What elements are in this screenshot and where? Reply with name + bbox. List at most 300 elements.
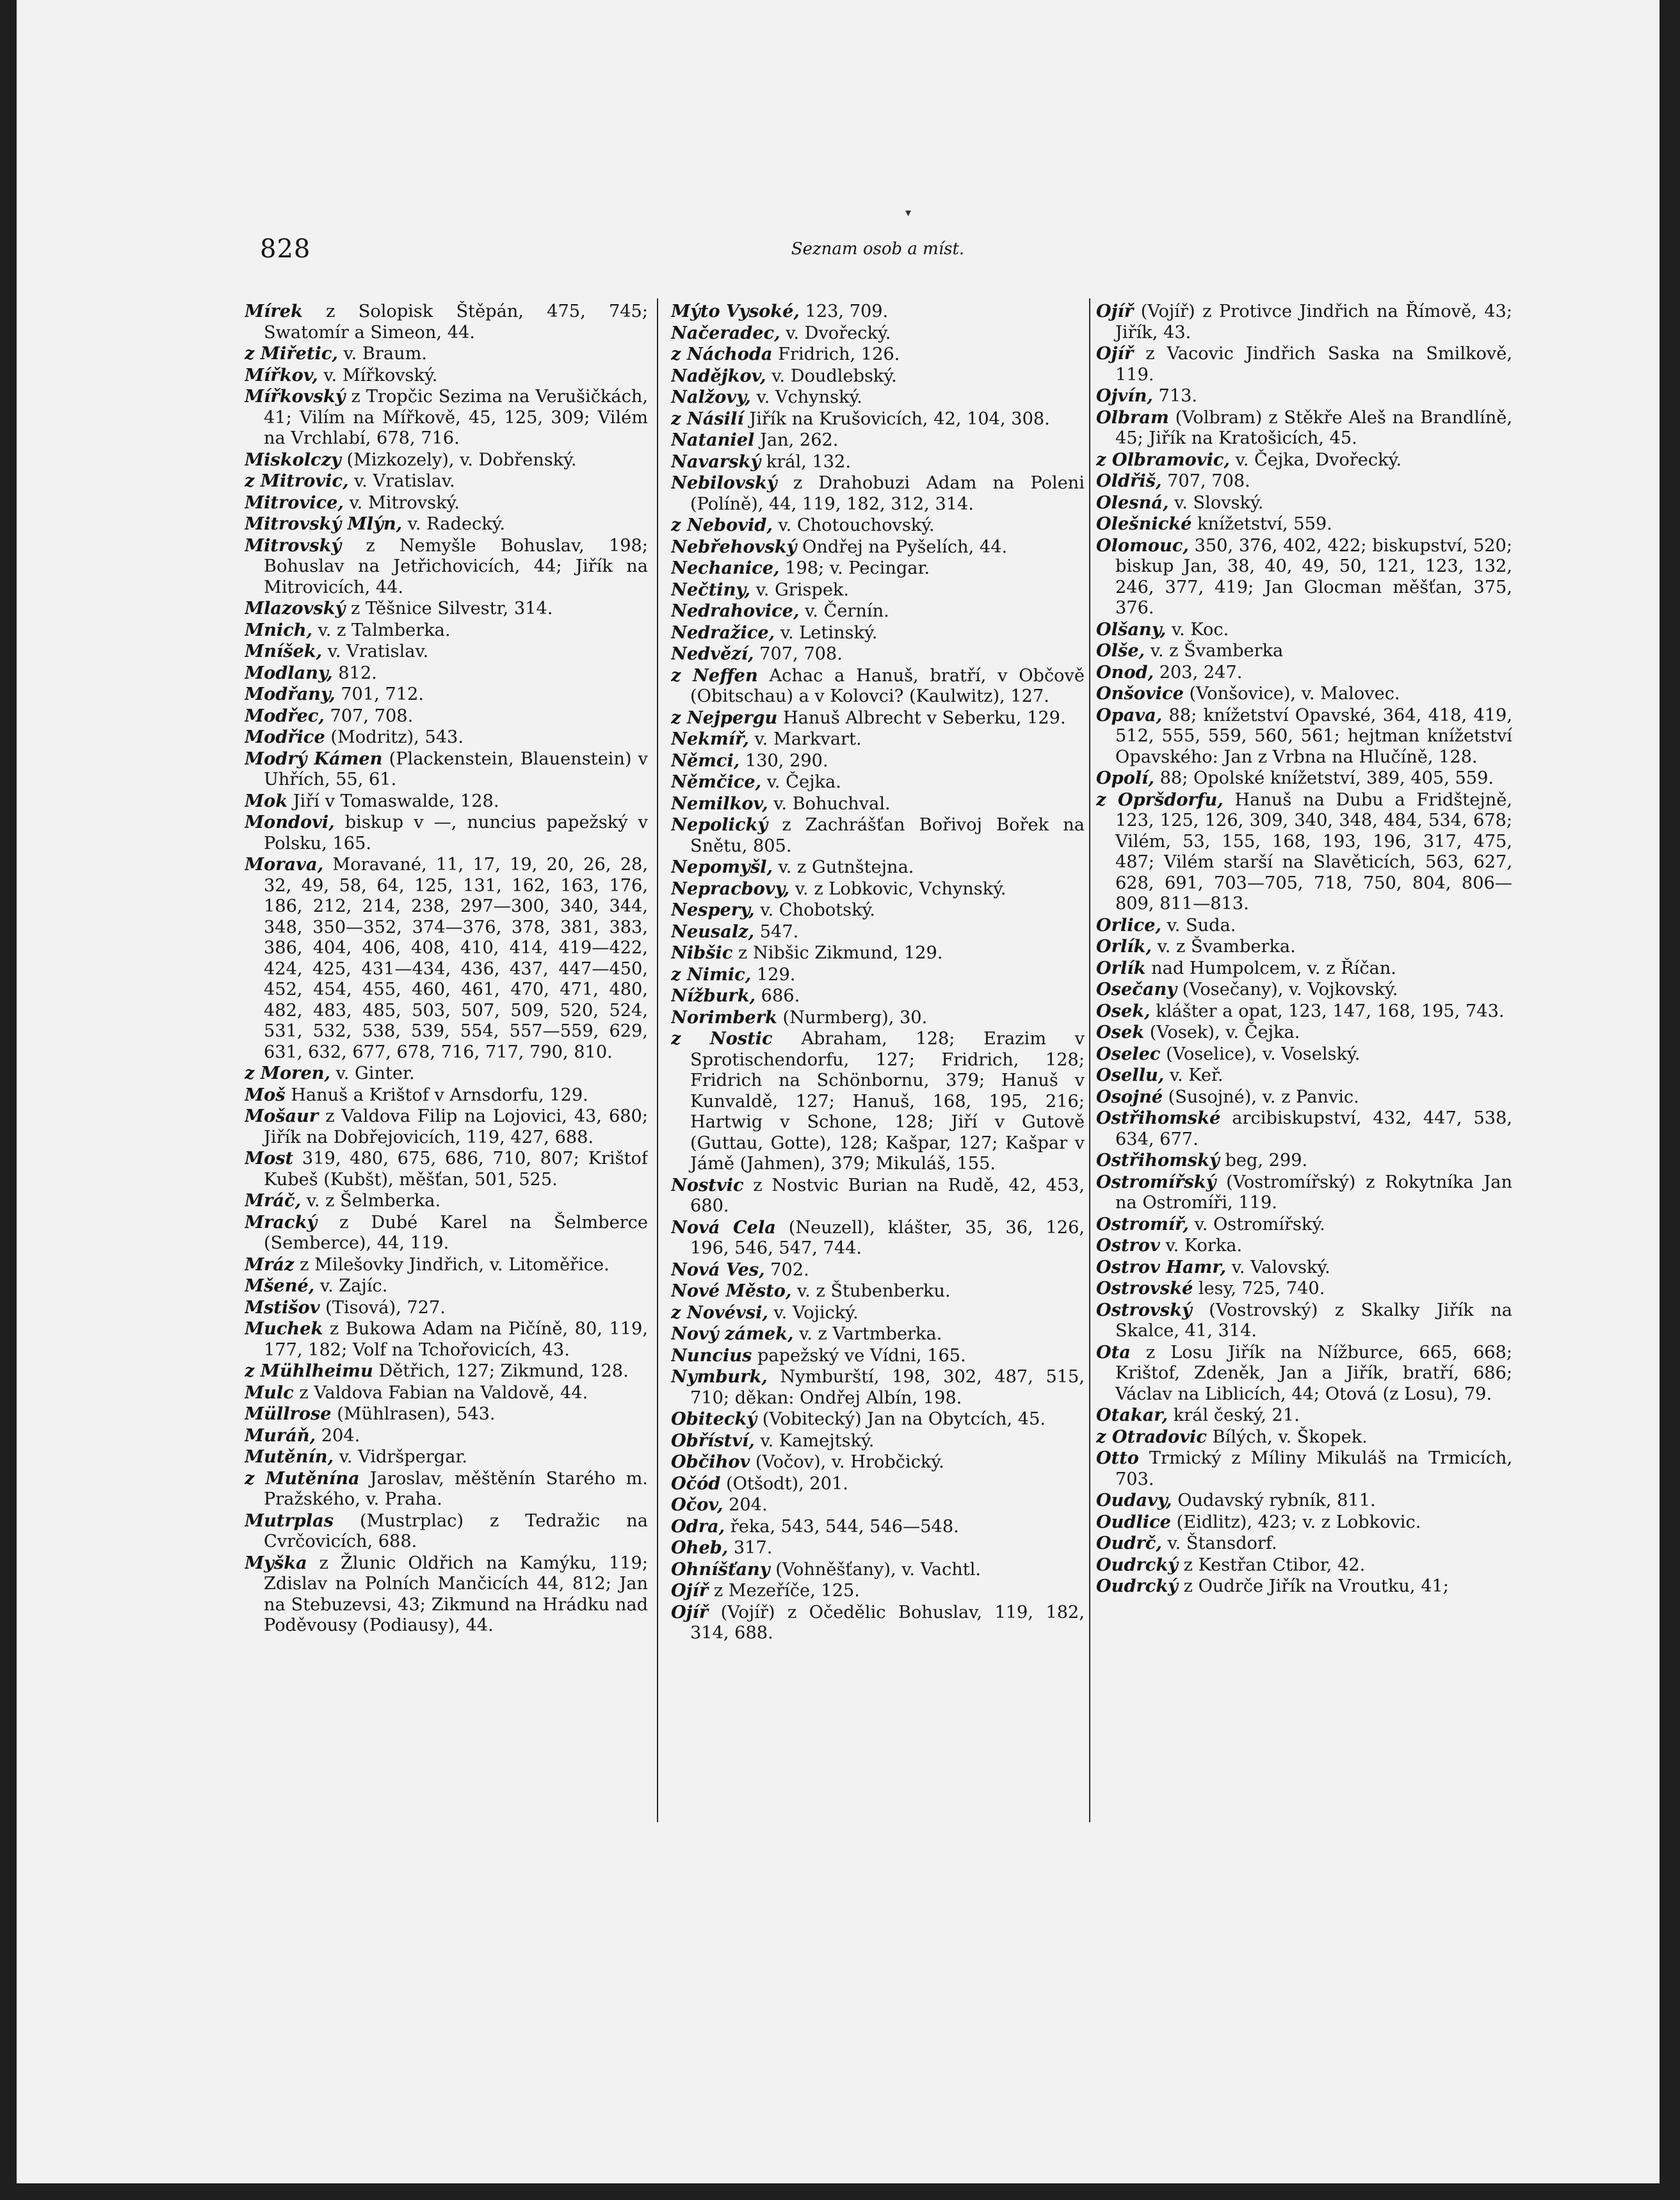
entry-text: v. Vidršpergar. — [334, 1447, 468, 1467]
entry-text: v. Vratislav. — [322, 642, 429, 661]
entry-headword: Olše, — [1096, 640, 1145, 661]
index-entry — [245, 1297, 648, 1319]
entry-text: klášter a opat, 123, 147, 168, 195, 743. — [1150, 1001, 1505, 1021]
entry-headword: Opolí, — [1096, 768, 1154, 788]
entry-headword: Navarský — [671, 451, 761, 472]
entry-headword: Nepracbovy, — [671, 878, 790, 899]
entry-headword: Oselec — [1096, 1043, 1161, 1064]
entry-headword: Mírek — [245, 301, 303, 321]
entry-text: z Kestřan Ctibor, 42. — [1177, 1555, 1366, 1575]
entry-headword: z Olbramovic, — [1096, 449, 1230, 470]
entry-text: v. Korka. — [1159, 1236, 1243, 1256]
entry-headword: Olomouc, — [1096, 535, 1189, 556]
page-number: 828 — [260, 234, 311, 264]
index-entry — [1096, 619, 1512, 641]
entry-headword: Orlice, — [1096, 914, 1161, 935]
entry-headword: Orlík, — [1096, 936, 1152, 957]
index-entry — [671, 1217, 1085, 1259]
entry-text: Hanuš Albrecht v Seberku, 129. — [777, 708, 1066, 728]
entry-headword: Mníšek, — [245, 641, 323, 661]
entry-text: arcibiskupství, 432, 447, 538, 634, 677. — [1115, 1108, 1512, 1149]
entry-headword: Nedrahovice, — [671, 601, 800, 621]
index-entry — [1096, 1087, 1512, 1108]
index-entry — [245, 812, 648, 854]
entry-headword: z Moren, — [245, 1063, 330, 1083]
entry-headword: Mitrovský Mlýn, — [245, 514, 403, 534]
entry-text: v. Chobotský. — [754, 900, 876, 920]
entry-headword: Ojvín, — [1096, 385, 1153, 406]
entry-text: beg, 299. — [1219, 1151, 1308, 1170]
entry-headword: Olšany, — [1096, 619, 1167, 640]
index-entry — [671, 900, 1085, 921]
index-entry — [671, 857, 1085, 878]
entry-headword: Ostromířský — [1096, 1171, 1216, 1192]
entry-headword: Ohníšťany — [671, 1558, 770, 1580]
index-entry — [1096, 1065, 1512, 1087]
entry-headword: Ostrovský — [1096, 1299, 1192, 1320]
entry-headword: Mráč, — [245, 1190, 302, 1211]
entry-headword: Osek, — [1096, 1000, 1151, 1021]
index-entry — [671, 793, 1085, 815]
entry-text: v. Chotouchovský. — [772, 515, 935, 535]
index-entry — [671, 1473, 1085, 1495]
entry-text: (Mizkozely), v. Dobřenský. — [341, 449, 577, 470]
entry-headword: Morava, — [245, 854, 324, 875]
entry-text: v. Grispek. — [750, 579, 850, 600]
entry-text: v. z Vartmberka. — [793, 1324, 942, 1344]
entry-text: z Vacovic Jindřich Saska na Smilkově, 119. — [1115, 344, 1512, 385]
index-entry — [1096, 1576, 1512, 1597]
entry-text: v. Vchynský. — [750, 387, 862, 407]
entry-text: papežský ve Vídni, 165. — [752, 1345, 966, 1366]
entry-headword: Onšovice — [1096, 683, 1184, 704]
entry-text: (Susojné), v. z Panvic. — [1163, 1087, 1359, 1107]
entry-text: v. z Lobkovic, Vchynský. — [789, 878, 1006, 899]
entry-headword: Ostrovské — [1096, 1278, 1193, 1298]
entry-headword: z Mitrovic, — [245, 471, 349, 491]
index-entry — [245, 386, 648, 449]
index-entry — [1096, 343, 1512, 385]
entry-text: Nymburští, 198, 302, 487, 515, 710; děkan: Ondřej Albín, 198. — [690, 1367, 1085, 1408]
index-entry — [1096, 958, 1512, 980]
index-entry — [1096, 936, 1512, 958]
index-entry — [1096, 979, 1512, 1001]
entry-headword: Mstišov — [245, 1297, 320, 1318]
entry-headword: Nostvic — [671, 1174, 744, 1195]
entry-headword: Ostrov — [1096, 1235, 1160, 1256]
index-entry — [671, 1028, 1085, 1175]
index-entry — [671, 1323, 1085, 1345]
entry-text: (Tisová), 727. — [319, 1297, 446, 1318]
entry-headword: Mutrplas — [245, 1510, 334, 1531]
entry-text: (Voselice), v. Voselský. — [1160, 1044, 1361, 1064]
index-entry — [671, 387, 1085, 408]
running-title: Seznam osob a míst. — [791, 239, 965, 259]
entry-headword: Osek — [1096, 1022, 1145, 1042]
index-entry — [671, 601, 1085, 622]
index-entry — [245, 663, 648, 684]
entry-text: z Valdova Fabian na Valdově, 44. — [293, 1382, 588, 1403]
entry-text: z Žlunic Oldřich na Kamýku, 119; Zdislav na Polních Mančicích 44, 812; Jan na Stebuzevsi, 43; Zikmund na Hrádku nad Poděvousy (Podiausy), 44. — [264, 1553, 648, 1635]
entry-headword: Oudrcký — [1096, 1576, 1178, 1596]
entry-text: Hanuš na Dubu a Fridštejně, 123, 125, 126, 309, 340, 348, 484, 534, 678; Vilém, 53, 155, 168, 193, 196, 317, 475, 487; Vilém starší na Slavěticích, 563, 627, 628, 691, 703—705, 718, 750, 804, 806—809, 811—813. — [1115, 789, 1512, 914]
entry-headword: Mracký — [245, 1211, 318, 1233]
entry-headword: Oudavy, — [1096, 1490, 1172, 1510]
entry-text: z Nemyšle Bohuslav, 198; Bohuslav na Jetřichovicích, 44; Jiřík na Mitrovicích, 44. — [264, 535, 648, 597]
entry-text: z Tropčic Sezima na Verušičkách, 41; Vilím na Mířkově, 45, 125, 309; Vilém na Vrchlabí, 678, 716. — [264, 387, 648, 448]
index-entry — [245, 1446, 648, 1468]
entry-text: (Vostrovský) z Skalky Jiřík na Skalce, 41, 314. — [1115, 1300, 1512, 1341]
index-entry — [671, 344, 1085, 366]
entry-text: Hanuš a Krištof v Arnsdorfu, 129. — [285, 1085, 588, 1105]
index-entry — [671, 1007, 1085, 1029]
entry-text: v. z Talmberka. — [312, 620, 451, 640]
entry-text: Jan, 262. — [754, 430, 839, 450]
entry-headword: Nataniel — [671, 430, 755, 450]
entry-headword: z Novévsi, — [671, 1302, 768, 1323]
entry-text: Ondřej na Pyšelích, 44. — [796, 537, 1008, 557]
entry-text: v. Bohuchval. — [768, 793, 891, 814]
entry-text: v. Ginter. — [330, 1064, 415, 1083]
entry-headword: Onod, — [1096, 661, 1154, 683]
index-entry — [1096, 385, 1512, 407]
entry-text: v. Mířkovský. — [318, 365, 438, 385]
entry-text: v. Mitrovský. — [343, 492, 460, 513]
entry-headword: Miskolczy — [245, 449, 341, 470]
entry-text: 129. — [751, 964, 796, 985]
index-entry — [671, 1559, 1085, 1581]
entry-text: z Dubé Karel na Šelmberce (Semberce), 44, 119. — [264, 1212, 648, 1253]
entry-text: 547. — [754, 921, 799, 942]
entry-text: (Vohněšťany), v. Vachtl. — [770, 1559, 981, 1580]
entry-text: 812. — [332, 663, 377, 683]
entry-text: nad Humpolcem, v. z Říčan. — [1145, 958, 1396, 978]
index-entry — [671, 451, 1085, 473]
entry-text: v. Ostromířský. — [1188, 1214, 1325, 1234]
entry-text: 203, 247. — [1154, 662, 1243, 683]
index-entry — [671, 366, 1085, 387]
entry-headword: Mráz — [245, 1254, 295, 1275]
index-entry — [671, 1259, 1085, 1281]
index-entry — [245, 791, 648, 813]
index-entry — [245, 684, 648, 706]
entry-text: v. z Štubenberku. — [791, 1281, 951, 1301]
index-entry — [671, 1516, 1085, 1538]
index-entry — [245, 1468, 648, 1510]
index-entry — [1096, 1448, 1512, 1490]
entry-headword: z Opršdorfu, — [1096, 789, 1224, 810]
entry-text: z Oudrče Jiřík na Vroutku, 41; — [1177, 1576, 1449, 1596]
entry-headword: Mlazovský — [245, 598, 346, 619]
entry-headword: Mok — [245, 790, 288, 811]
entry-text: v. Markvart. — [748, 729, 862, 749]
entry-headword: Oudlice — [1096, 1511, 1171, 1532]
entry-text: Jiřík na Krušovicích, 42, 104, 308. — [743, 408, 1050, 429]
index-entry — [245, 1403, 648, 1425]
entry-headword: Otto — [1096, 1448, 1139, 1468]
entry-headword: Myška — [245, 1552, 307, 1573]
entry-headword: Nepolický — [671, 814, 768, 835]
entry-headword: z Násilí — [671, 408, 744, 429]
index-entry — [1096, 1235, 1512, 1257]
entry-text: Moravané, 11, 17, 19, 20, 26, 28, 32, 49, 58, 64, 125, 131, 162, 163, 176, 186, 212, 214, 238, 297—300, 340, 344, 348, 350—352, 374—376, 378, 381, 383, 386, 404, 406, 408, 410, 414, 419—422, 424, 425, 431—434, 436, 437, 447—450, 452, 454, 455, 460, 461, 470, 471, 480, 482, 483, 485, 503, 507, 509, 520, 524, 531, 532, 538, 539, 554, 557—559, 629, 631, 632, 677, 678, 716, 717, 790, 810. — [264, 855, 648, 1062]
entry-headword: Nekmíř, — [671, 729, 749, 749]
entry-text: 686. — [755, 986, 800, 1006]
index-entry — [1096, 1300, 1512, 1342]
entry-headword: Mošaur — [245, 1106, 319, 1126]
index-entry — [671, 1580, 1085, 1602]
index-entry — [1096, 1044, 1512, 1065]
entry-text: v. Suda. — [1161, 915, 1236, 935]
index-entry — [1096, 640, 1512, 662]
index-entry — [671, 772, 1085, 793]
index-entry — [671, 942, 1085, 964]
entry-headword: Odra, — [671, 1516, 725, 1537]
entry-headword: z Miřetic, — [245, 343, 338, 364]
index-entry — [245, 1106, 648, 1148]
index-entry — [671, 985, 1085, 1007]
entry-headword: Oldřiš, — [1096, 471, 1162, 491]
entry-text: 317. — [728, 1538, 773, 1558]
index-entry — [671, 1281, 1085, 1302]
entry-text: 713. — [1152, 386, 1198, 406]
entry-text: v. Keř. — [1164, 1065, 1224, 1085]
index-entry — [1096, 1342, 1512, 1405]
index-entry — [1096, 789, 1512, 915]
entry-text: (Modritz), 543. — [325, 727, 464, 747]
entry-headword: Nemilkov, — [671, 793, 768, 814]
entry-text: (Mühlrasen), 543. — [331, 1404, 496, 1424]
index-entry — [245, 620, 648, 642]
entry-headword: Müllrose — [245, 1403, 332, 1424]
index-entry — [1096, 407, 1512, 449]
index-entry — [245, 301, 648, 343]
index-entry — [1096, 449, 1512, 471]
entry-headword: Orlík — [1096, 957, 1146, 978]
entry-headword: Nepomyšl, — [671, 857, 773, 877]
index-entry — [245, 343, 648, 365]
entry-headword: z Nostic — [671, 1028, 773, 1049]
entry-headword: Nuncius — [671, 1345, 752, 1366]
entry-text: (Vostromířský) z Rokytníka Jan na Ostromíři, 119. — [1115, 1172, 1512, 1213]
entry-headword: Nadějkov, — [671, 365, 766, 386]
index-entry — [245, 854, 648, 1063]
entry-text: (Vobitecký) Jan na Obytcích, 45. — [757, 1409, 1046, 1429]
index-entry — [245, 1063, 648, 1085]
index-entry — [1096, 1405, 1512, 1427]
entry-headword: Osečany — [1096, 979, 1177, 999]
entry-headword: z Nimic, — [671, 964, 752, 985]
entry-text: (Volbram) z Stěkře Aleš na Brandlíně, 45; Jiřík na Kratošicích, 45. — [1115, 407, 1512, 448]
index-entry — [671, 921, 1085, 943]
index-entry — [1096, 1533, 1512, 1555]
entry-headword: Olbram — [1096, 407, 1169, 428]
entry-text: Abraham, 128; Erazim v Sprotischendorfu, 127; Fridrich, 128; Fridrich na Schönbornu, 379; Hanuš v Kunvaldě, 127; Hanuš, 168, 195, 216; Hartwig v Schone, 128; Jiří v Gutově (Guttau, Gotte), 128; Kašpar, 127; Kašpar v Jámě (Jahmen), 379; Mikuláš, 155. — [690, 1029, 1085, 1174]
index-entry — [671, 878, 1085, 900]
index-column-3 — [1096, 301, 1512, 1818]
index-entry — [1096, 1512, 1512, 1533]
entry-text: 204. — [316, 1425, 360, 1446]
entry-text: (Mustrplac) z Tedražic na Cvrčovicích, 688. — [264, 1510, 648, 1551]
entry-headword: Ojíř — [1096, 301, 1134, 321]
entry-text: v. z Gutnštejna. — [772, 857, 914, 877]
index-entry — [1096, 471, 1512, 492]
index-entry — [671, 750, 1085, 772]
entry-headword: Modřice — [245, 727, 325, 747]
entry-text: z Nibšic Zikmund, 129. — [732, 943, 943, 963]
entry-headword: Mitrovice, — [245, 492, 344, 513]
index-entry — [671, 964, 1085, 986]
index-entry — [1096, 301, 1512, 343]
entry-text: z Mezeříče, 125. — [708, 1581, 860, 1601]
entry-text: (Vosek), v. Čejka. — [1144, 1023, 1300, 1042]
entry-text: 88; knížetství Opavské, 364, 418, 419, 512, 555, 559, 560, 561; hejtman knížetství Opavského: Jan z Vrbna na Hlučíně, 128. — [1115, 705, 1512, 767]
entry-text: v. Valovský. — [1226, 1257, 1330, 1277]
entry-text: Oudavský rybník, 811. — [1172, 1491, 1376, 1510]
index-entry — [245, 1275, 648, 1297]
entry-headword: Nečtiny, — [671, 579, 751, 600]
entry-headword: Obříství, — [671, 1430, 755, 1451]
entry-headword: z Mutěnína — [245, 1468, 360, 1489]
index-entry — [245, 1148, 648, 1190]
entry-headword: Nové Město, — [671, 1281, 792, 1301]
entry-text: Bílých, v. Škopek. — [1206, 1427, 1368, 1447]
entry-text: v. Koc. — [1166, 619, 1229, 640]
entry-headword: Oudrcký — [1096, 1554, 1178, 1575]
index-entry — [245, 471, 648, 492]
entry-headword: Opava, — [1096, 704, 1163, 725]
entry-headword: Mulc — [245, 1382, 294, 1403]
entry-text: lesy, 725, 740. — [1193, 1279, 1325, 1298]
entry-text: v. z Švamberka — [1145, 641, 1284, 661]
index-entry — [671, 814, 1085, 857]
entry-headword: Očov, — [671, 1494, 723, 1515]
entry-text: biskup v —, nuncius papežský v Polsku, 165. — [264, 813, 648, 853]
index-entry — [245, 1425, 648, 1447]
index-entry — [1096, 1278, 1512, 1300]
entry-headword: Most — [245, 1148, 294, 1169]
entry-text: z Valdova Filip na Lojovici, 43, 680; Jiřík na Dobřejovicích, 119, 427, 688. — [264, 1106, 648, 1147]
entry-text: (Vočov), v. Hrobčický. — [750, 1452, 944, 1472]
entry-headword: Oudrč, — [1096, 1533, 1162, 1553]
entry-headword: Nibšic — [671, 942, 733, 963]
index-entry — [671, 1366, 1085, 1409]
scanned-page — [17, 0, 1660, 2183]
index-entry — [671, 1537, 1085, 1559]
entry-headword: z Neffen — [671, 665, 758, 686]
index-entry — [671, 1409, 1085, 1430]
index-entry — [245, 727, 648, 748]
entry-headword: Ostřihomský — [1096, 1150, 1220, 1170]
entry-headword: z Mühlheimu — [245, 1361, 373, 1381]
index-entry — [1096, 514, 1512, 535]
index-entry — [1096, 1214, 1512, 1236]
index-entry — [1096, 1427, 1512, 1448]
column-rule — [1089, 298, 1090, 1822]
entry-headword: Moš — [245, 1084, 286, 1105]
entry-text: z Těšnice Silvestr, 314. — [345, 599, 553, 619]
entry-text: knížetství, 559. — [1191, 514, 1332, 534]
entry-headword: Modlany, — [245, 662, 333, 683]
entry-text: 198; v. Pecingar. — [779, 558, 930, 578]
entry-headword: Ostrov Hamr, — [1096, 1256, 1227, 1277]
entry-headword: Olesná, — [1096, 492, 1169, 513]
index-entry — [671, 558, 1085, 579]
entry-text: z Drahobuzi Adam na Poleni (Políně), 44, 119, 182, 312, 314. — [690, 473, 1085, 514]
entry-text: 88; Opolské knížetství, 389, 405, 559. — [1154, 768, 1494, 788]
entry-text: 130, 290. — [739, 750, 828, 771]
entry-headword: Mšené, — [245, 1275, 315, 1296]
entry-headword: Mutěnín, — [245, 1446, 334, 1467]
entry-text: (Eidlitz), 423; v. z Lobkovic. — [1170, 1512, 1421, 1532]
entry-headword: Ojíř — [671, 1601, 709, 1622]
index-entry — [245, 1318, 648, 1361]
entry-text: v. Štansdorf. — [1161, 1533, 1277, 1553]
index-entry — [671, 430, 1085, 451]
entry-headword: Nebilovský — [671, 473, 777, 493]
entry-text: z Bukowa Adam na Pičíně, 80, 119, 177, 182; Volf na Tchořovicích, 43. — [264, 1319, 648, 1360]
entry-text: v. z Švamberka. — [1151, 937, 1296, 957]
index-entry — [245, 365, 648, 387]
index-entry — [245, 1382, 648, 1404]
entry-text: (Vonšovice), v. Malovec. — [1183, 684, 1400, 704]
index-entry — [1096, 768, 1512, 789]
entry-text: (Nurmberg), 30. — [777, 1007, 928, 1028]
index-entry — [1096, 683, 1512, 705]
entry-headword: z Nebovid, — [671, 515, 773, 535]
entry-text: v. Dvořecký. — [780, 323, 891, 343]
index-entry — [245, 1553, 648, 1637]
entry-text: Jiří v Tomaswalde, 128. — [287, 791, 499, 811]
entry-text: (Vojíř) z Očedělic Bohuslav, 119, 182, 314, 688. — [690, 1602, 1085, 1643]
index-entry — [671, 665, 1085, 708]
entry-headword: Modrý Kámen — [245, 748, 383, 769]
entry-headword: Ostromíř, — [1096, 1213, 1189, 1234]
index-entry — [671, 729, 1085, 750]
index-entry — [1096, 1108, 1512, 1150]
index-entry — [671, 622, 1085, 644]
entry-text: v. Letinský. — [775, 622, 878, 643]
entry-headword: Ojíř — [671, 1580, 709, 1601]
entry-text: Jaroslav, měštěnín Starého m. Pražského, v. Praha. — [264, 1468, 648, 1509]
entry-headword: Nový zámek, — [671, 1323, 794, 1344]
entry-text: 707, 708. — [1161, 471, 1250, 491]
entry-text: v. Kamejtský. — [754, 1430, 875, 1451]
index-entry — [245, 492, 648, 514]
entry-text: (Otšodt), 201. — [720, 1473, 848, 1494]
entry-headword: Modřec, — [245, 705, 325, 726]
entry-text: z Losu Jiřík na Nížburce, 665, 668; Krištof, Zdeněk, Jan a Jiřík, bratří, 686; Václav na Liblicích, 44; Otová (z Losu), 79. — [1115, 1342, 1512, 1404]
entry-headword: Nespery, — [671, 900, 755, 920]
entry-headword: Ota — [1096, 1341, 1131, 1363]
index-entry — [245, 1212, 648, 1254]
entry-text: v. Braum. — [337, 344, 428, 364]
entry-headword: Nebřehovský — [671, 536, 797, 557]
entry-headword: Němci, — [671, 750, 740, 771]
index-entry — [671, 1452, 1085, 1473]
entry-headword: z Otradovic — [1096, 1426, 1207, 1447]
index-entry — [671, 301, 1085, 323]
index-entry — [671, 579, 1085, 601]
index-entry — [1096, 1490, 1512, 1512]
index-entry — [1096, 662, 1512, 684]
index-entry — [671, 323, 1085, 344]
entry-headword: Norimberk — [671, 1007, 777, 1028]
entry-text: 701, 712. — [335, 684, 424, 704]
index-entry — [1096, 535, 1512, 619]
entry-headword: Muchek — [245, 1318, 323, 1339]
entry-headword: Nechanice, — [671, 558, 780, 578]
